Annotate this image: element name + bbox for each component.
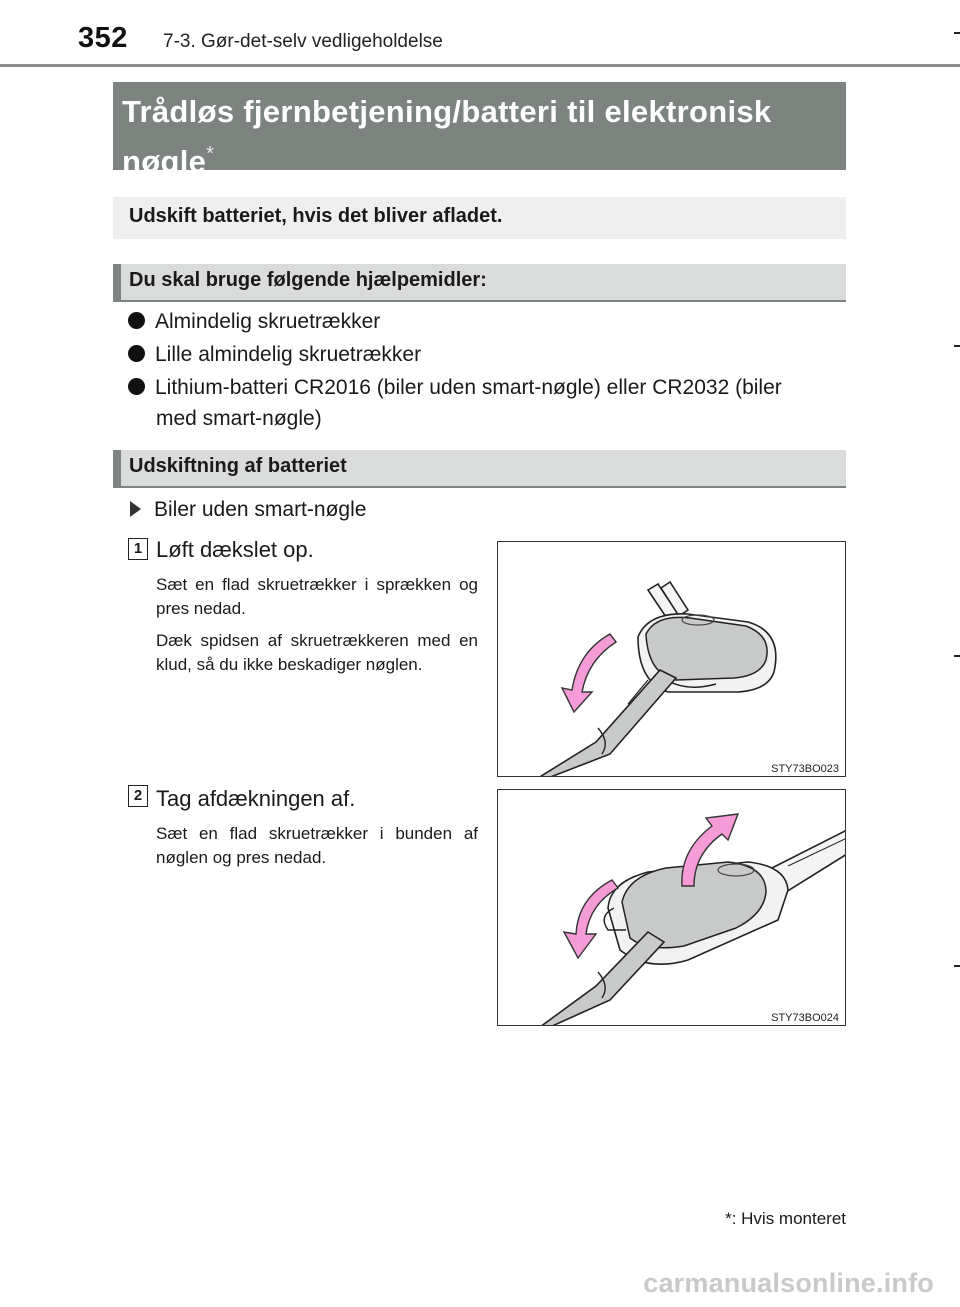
tool-item: Almindelig skruetrækker: [128, 310, 380, 334]
arrow-down-icon: [564, 880, 618, 958]
footnote: [725, 1209, 846, 1229]
replacement-heading: Udskiftning af batteriet: [113, 450, 846, 486]
footnote-asterisk: *: [725, 1209, 732, 1228]
screwdriver: [538, 670, 676, 777]
bullet-icon: [128, 378, 145, 395]
margin-tick: [954, 32, 960, 34]
tool-item: Lithium-batteri CR2016 (biler uden smart-nøgle) eller CR2032 (biler: [128, 376, 782, 400]
intro-box: Udskift batteriet, hvis det bliver afladet.: [113, 197, 846, 239]
key-cover: [646, 617, 767, 680]
title-banner: [113, 82, 846, 179]
title-line-1: Trådløs fjernbetjening/batteri til elektronisk: [122, 94, 772, 129]
title-line-2-text: nøgle: [122, 144, 207, 179]
figure-code: STY73BO024: [771, 1012, 839, 1024]
header-rule: [0, 64, 960, 67]
key-cover-lift-illustration: [498, 542, 846, 777]
title-asterisk: *: [206, 143, 215, 165]
key-cover-remove-illustration: [498, 790, 846, 1026]
tool-item-continuation: med smart-nøgle): [156, 407, 322, 430]
variant-item: Biler uden smart-nøgle: [130, 498, 366, 522]
triangle-bullet-icon: [130, 501, 141, 517]
figure-step-1: [497, 541, 846, 777]
step-title: Tag afdækningen af.: [156, 786, 356, 811]
figure-step-2: [497, 789, 846, 1026]
step-number-badge: 1: [128, 538, 148, 560]
bullet-icon: [128, 345, 145, 362]
bullet-icon: [128, 312, 145, 329]
margin-tick: [954, 965, 960, 967]
watermark: carmanualsonline.info: [643, 1268, 934, 1298]
step-instruction: Dæk spidsen af skruetrækkeren med en klud, så du ikke beskadiger nøglen.: [156, 631, 478, 674]
page-number: 352: [78, 22, 128, 54]
tool-item: Lille almindelig skruetrækker: [128, 343, 421, 367]
title-line-2: [122, 133, 836, 183]
figure-code: STY73BO023: [771, 763, 839, 775]
margin-tick: [954, 655, 960, 657]
step-title: Løft dækslet op.: [156, 537, 314, 562]
section-title: 7-3. Gør-det-selv vedligeholdelse: [163, 31, 443, 52]
margin-tick: [954, 345, 960, 347]
step-instruction: Sæt en flad skruetrækker i bunden af nøglen og pres nedad.: [156, 824, 478, 867]
step-number-badge: 2: [128, 785, 148, 807]
step-instruction: Sæt en flad skruetrækker i sprækken og pres nedad.: [156, 575, 478, 618]
footnote-text: : Hvis monteret: [731, 1209, 846, 1228]
screwdriver: [540, 932, 664, 1026]
arrow-down-icon: [562, 634, 616, 712]
tools-heading: Du skal bruge følgende hjælpemidler:: [113, 264, 846, 300]
